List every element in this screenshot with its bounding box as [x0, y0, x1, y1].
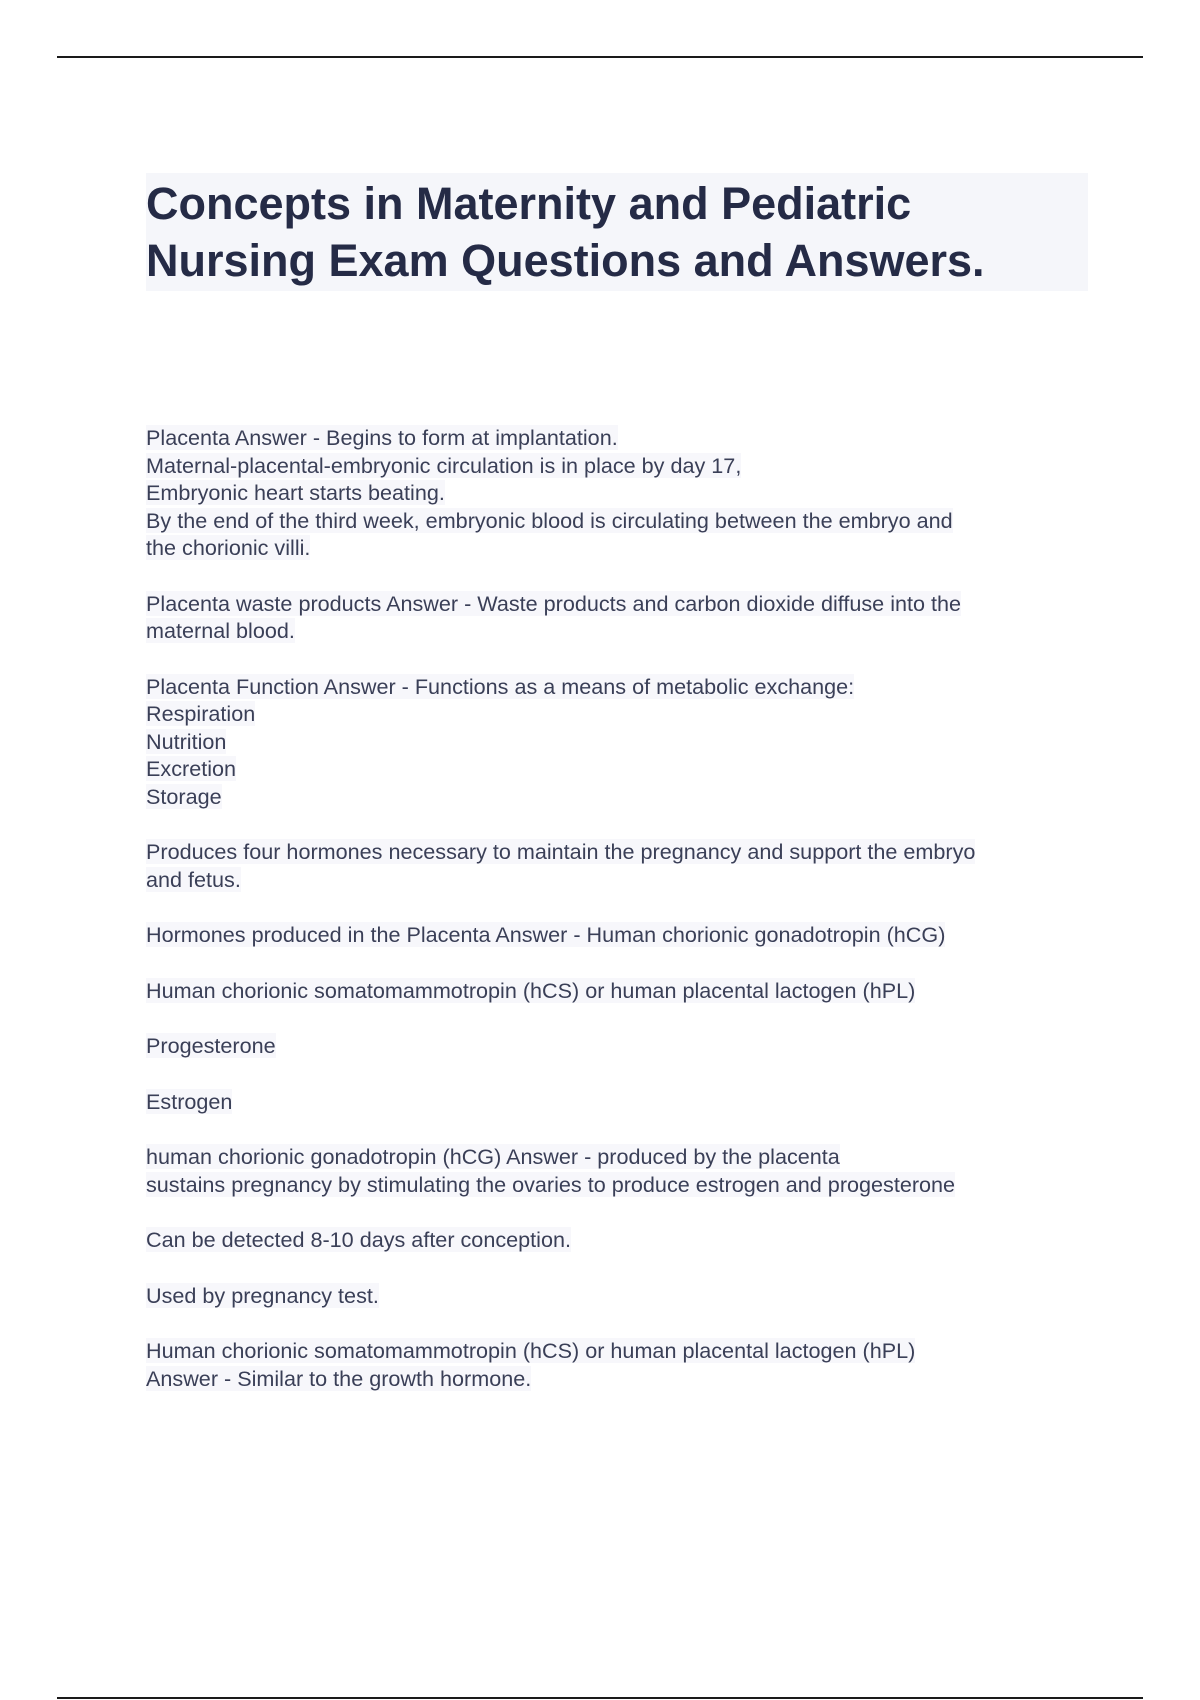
paragraph-line [146, 700, 1096, 728]
line-text: Progesterone [146, 1033, 276, 1058]
line-text: Answer - Similar to the growth hormone. [146, 1365, 532, 1391]
line-text: Maternal-placental-embryonic circulation is in place by day 17, [146, 452, 742, 478]
line-text: human chorionic gonadotropin (hCG) Answer - produced by the placenta [146, 1144, 840, 1169]
line-text: Produces four hormones necessary to maintain the pregnancy and support the embryo [146, 839, 976, 864]
paragraph-line [146, 1337, 1096, 1365]
paragraph-line [146, 783, 1096, 811]
paragraph-line [146, 617, 1096, 645]
paragraph-line [146, 1226, 1096, 1254]
paragraph-line [146, 1032, 1096, 1060]
title-line-1: Concepts in Maternity and Pediatric [146, 178, 912, 229]
line-text: Placenta Answer - Begins to form at implantation. [146, 425, 618, 450]
top-rule [57, 56, 1143, 58]
paragraph-line [146, 507, 1096, 535]
line-text: maternal blood. [146, 618, 295, 643]
line-text: Embryonic heart starts beating. [146, 480, 445, 505]
paragraph-line [146, 866, 1096, 894]
paragraph-line [146, 1143, 1096, 1171]
line-text: Respiration [146, 701, 256, 726]
paragraph [146, 673, 1096, 811]
line-text: Storage [146, 783, 222, 809]
paragraph [146, 1337, 1096, 1392]
paragraph-line [146, 424, 1096, 452]
paragraph-line [146, 534, 1096, 562]
line-text: By the end of the third week, embryonic blood is circulating between the embryo and [146, 507, 953, 533]
paragraph-line [146, 728, 1096, 756]
line-text: Placenta Function Answer - Functions as a means of metabolic exchange: [146, 673, 855, 699]
paragraph-line [146, 921, 1096, 949]
paragraph [146, 921, 1096, 949]
line-text: Human chorionic somatomammotropin (hCS) or human placental lactogen (hPL) [146, 1338, 916, 1363]
line-text: Excretion [146, 756, 237, 781]
document-title [146, 173, 1088, 291]
title-line-2: Nursing Exam Questions and Answers. [146, 235, 985, 286]
line-text: Hormones produced in the Placenta Answer - Human chorionic gonadotropin (hCG) [146, 922, 946, 947]
paragraph-line [146, 479, 1096, 507]
line-text: Human chorionic somatomammotropin (hCS) or human placental lactogen (hPL) [146, 977, 916, 1003]
paragraph [146, 1226, 1096, 1254]
paragraph [146, 1032, 1096, 1060]
line-text: Nutrition [146, 728, 227, 754]
paragraph-line [146, 590, 1096, 618]
line-text: the chorionic villi. [146, 535, 311, 560]
document-body [146, 424, 1096, 1420]
paragraph-line [146, 1365, 1096, 1393]
line-text: Placenta waste products Answer - Waste products and carbon dioxide diffuse into the [146, 590, 962, 616]
paragraph [146, 1282, 1096, 1310]
line-text: Can be detected 8-10 days after conception. [146, 1227, 571, 1252]
paragraph-line [146, 1171, 1096, 1199]
paragraph [146, 590, 1096, 645]
paragraph-line [146, 838, 1096, 866]
paragraph [146, 1088, 1096, 1116]
paragraph [146, 424, 1096, 562]
paragraph [146, 977, 1096, 1005]
bottom-rule [57, 1697, 1143, 1699]
line-text: Estrogen [146, 1088, 233, 1114]
line-text: Used by pregnancy test. [146, 1282, 379, 1308]
paragraph-line [146, 1088, 1096, 1116]
paragraph-line [146, 673, 1096, 701]
paragraph-line [146, 452, 1096, 480]
line-text: sustains pregnancy by stimulating the ovaries to produce estrogen and progesterone [146, 1171, 956, 1197]
paragraph-line [146, 1282, 1096, 1310]
paragraph [146, 838, 1096, 893]
paragraph [146, 1143, 1096, 1198]
paragraph-line [146, 755, 1096, 783]
paragraph-line [146, 977, 1096, 1005]
line-text: and fetus. [146, 866, 241, 892]
